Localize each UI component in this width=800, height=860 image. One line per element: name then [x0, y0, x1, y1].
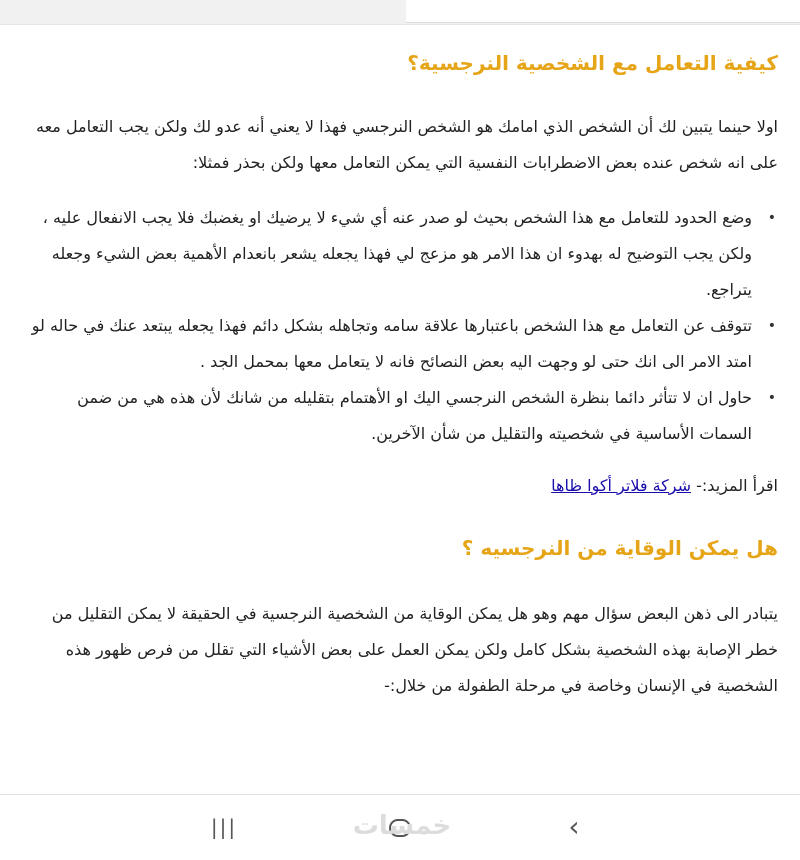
recents-icon[interactable]: ||| — [210, 815, 238, 839]
watermark: خمسات — [352, 811, 452, 841]
prevention-paragraph: يتبادر الى ذهن البعض سؤال مهم وهو هل يمكن الوقاية من الشخصية النرجسية في الحقيقة لا يمكن التقليل من خطر الإصابة بهذه الشخصية بشكل كامل ولكن يمكن العمل على بعض الأشياء التي تقلل من فرص ظهور هذه الشخصية في الإنسان وخاصة في مرحلة الطفولة من خلال:- — [51, 604, 778, 695]
read-more — [20, 471, 778, 501]
section-heading-dealing: كيفية التعامل مع الشخصية النرجسية؟ — [407, 51, 778, 75]
bullet-icon: • — [767, 318, 776, 334]
home-icon[interactable] — [380, 813, 420, 841]
home-circle — [389, 819, 411, 837]
android-navigation-bar — [0, 794, 800, 860]
tab-edge — [406, 0, 800, 23]
intro-paragraph: اولا حينما يتبين لك أن الشخص الذي امامك هو الشخص النرجسي فهذا لا يعني أنه عدو لك ولكن يجب التعامل معه على انه شخص عنده بعض الاضطرابات النفسية التي يمكن التعامل معها ولكن بحذر فمثلا: — [35, 117, 778, 172]
tip-text: تتوقف عن التعامل مع هذا الشخص باعتبارها علاقة سامه وتجاهله بشكل دائم فهذا يجعله يبتعد عنك في حاله لو امتد الامر الى انك حتى لو وجهت اليه بعض النصائح فانه لا يتعامل معها بمحمل الجد . — [31, 316, 752, 371]
back-icon[interactable]: ‹ — [568, 810, 580, 843]
list-item — [20, 200, 776, 308]
read-more-link[interactable]: شركة فلاتر أكوا ظاها — [551, 476, 692, 495]
tip-text: حاول ان لا تتأثر دائما بنظرة الشخص النرجسي اليك او الأهتمام بتقليله من شانك لأن هذه هي من ضمن السمات الأساسية في شخصيته والتقليل من شأن الآخرين. — [77, 388, 752, 443]
tip-text: وضع الحدود للتعامل مع هذا الشخص بحيث لو صدر عنه أي شيء لا يرضيك او يغضبك فلا يجب الانفعال عليه ، ولكن يجب التوضيح له بهدوء ان هذا الامر هو مزعج لي فهذا يجعله يشعر بانعدام الأهمية بعض الشيء وجعله يتراجع. — [42, 208, 752, 299]
list-item — [20, 308, 776, 380]
tips-list — [20, 200, 778, 452]
section-heading-prevention: هل يمكن الوقاية من النرجسيه ؟ — [461, 536, 778, 560]
read-more-label: اقرأ المزيد:- — [696, 476, 778, 495]
browser-top-strip — [0, 0, 800, 24]
bullet-icon: • — [767, 210, 776, 226]
article-body — [0, 25, 800, 704]
list-item — [20, 380, 776, 452]
article-content — [0, 24, 800, 795]
bullet-icon: • — [767, 390, 776, 406]
